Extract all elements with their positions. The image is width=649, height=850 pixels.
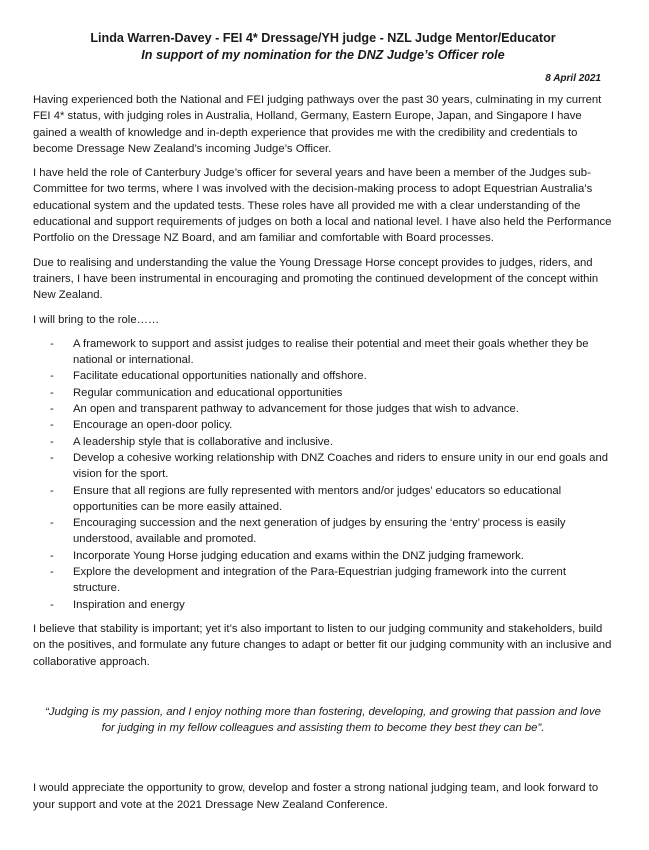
- list-item-text: Encouraging succession and the next generation of judges by ensuring the ‘entry’ process is easily understood, available and promoted.: [73, 517, 566, 546]
- list-item: [33, 368, 613, 384]
- list-dash: -: [50, 337, 54, 350]
- paragraph-closing: I would appreciate the opportunity to grow, develop and foster a strong national judging team, and look forward to your support and vote at the 2021 Dressage New Zealand Conference.: [33, 782, 599, 811]
- list-item: [33, 597, 613, 613]
- list-dash: -: [50, 566, 54, 579]
- list-item-text: Develop a cohesive working relationship with DNZ Coaches and riders to ensure unity in our end goals and vision for the sport.: [73, 451, 609, 481]
- paragraph-roles: I have held the role of Canterbury Judge’s officer for several years and have been a member of the Judges sub-Committee for two terms, where I was involved with the decision-making process to adopt Equestrian Australia’s educational system and the updated tests. These roles have all provided me with a clear understanding of the educational and support requirements of judges on both a local and national level. I have also held the Performance Portfolio on the Dressage NZ Board, and am familiar and comfortable with Board processes.: [33, 167, 612, 245]
- paragraph-stability: I believe that stability is important; yet it’s also important to listen to our judging community and stakeholders, build on the positives, and formulate any future changes to adapt or better fit our judging community with an inclusive and collaborative approach.: [33, 622, 612, 668]
- list-item: [33, 450, 613, 483]
- list-dash: -: [50, 549, 54, 562]
- list-dash: -: [50, 386, 54, 399]
- list-item: [33, 401, 613, 417]
- list-item-text: Ensure that all regions are fully represented with mentors and/or judges’ educators so educational opportunities can be more easily attained.: [73, 484, 562, 513]
- list-item-text: Regular communication and educational opportunities: [73, 386, 343, 399]
- letter-title: Linda Warren-Davey - FEI 4* Dressage/YH judge - NZL Judge Mentor/Educator: [90, 31, 556, 45]
- letter-date: 8 April 2021: [545, 73, 601, 84]
- list-dash: -: [50, 370, 54, 383]
- paragraph-young-horse: Due to realising and understanding the value the Young Dressage Horse concept provides to judges, riders, and trainers, I have been instrumental in encouraging and promoting the continued development of the concept within New Zealand.: [33, 256, 599, 302]
- letter-subtitle: In support of my nomination for the DNZ Judge’s Officer role: [141, 48, 505, 62]
- list-dash: -: [50, 517, 54, 530]
- list-item: [33, 434, 613, 450]
- list-item: [33, 385, 613, 401]
- list-item-text: A leadership style that is collaborative and inclusive.: [73, 435, 333, 448]
- contributions-list: [33, 336, 613, 613]
- list-item-text: A framework to support and assist judges to realise their potential and meet their goals whether they be national or international.: [73, 337, 589, 367]
- list-item: [33, 336, 613, 369]
- list-item-text: Inspiration and energy: [73, 598, 185, 611]
- list-item-text: Encourage an open-door policy.: [73, 419, 233, 432]
- list-item: [33, 564, 613, 597]
- list-item-text: Facilitate educational opportunities nationally and offshore.: [73, 370, 367, 383]
- list-dash: -: [50, 451, 54, 464]
- paragraph-bring-intro: I will bring to the role……: [33, 313, 160, 326]
- list-dash: -: [50, 435, 54, 448]
- list-item: [33, 515, 613, 548]
- list-item: [33, 548, 613, 564]
- list-dash: -: [50, 598, 54, 611]
- paragraph-experience: Having experienced both the National and FEI judging pathways over the past 30 years, culminating in my current FEI 4* status, with judging roles in Australia, Holland, Germany, Eastern Europe, Japan, and Singapore I have gained a wealth of knowledge and in-depth experience that provides me with the credibility and credentials to become Dressage New Zealand’s incoming Judge’s Officer.: [33, 94, 602, 155]
- list-item-text: Incorporate Young Horse judging education and exams within the DNZ judging framework.: [73, 549, 524, 562]
- list-item-text: An open and transparent pathway to advancement for those judges that wish to advance.: [73, 403, 519, 416]
- list-dash: -: [50, 419, 54, 432]
- list-item: [33, 483, 613, 516]
- list-dash: -: [50, 403, 54, 416]
- list-item: [33, 417, 613, 433]
- list-dash: -: [50, 484, 54, 497]
- passion-quote: “Judging is my passion, and I enjoy nothing more than fostering, developing, and growing that passion and love for judging in my fellow colleagues and assisting them to become they best they can be”.: [45, 705, 601, 735]
- list-item-text: Explore the development and integration of the Para-Equestrian judging framework into the current structure.: [73, 566, 566, 595]
